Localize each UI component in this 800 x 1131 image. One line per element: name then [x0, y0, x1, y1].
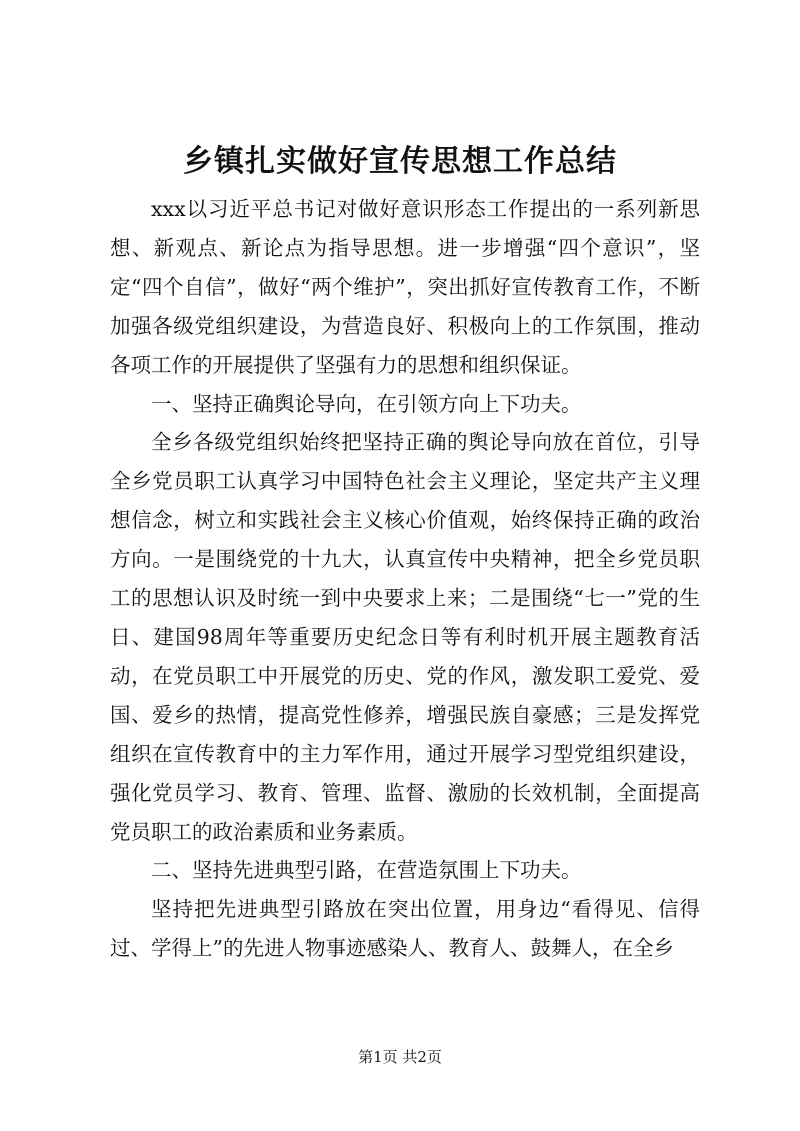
section-heading-2: 二、坚持先进典型引路，在营造氛围上下功夫。: [151, 858, 582, 883]
document-title: 乡镇扎实做好宣传思想工作总结: [183, 144, 617, 179]
paragraph-intro: xxx以习近平总书记对做好意识形态工作提出的一系列新思想、新观点、新论点为指导思想。进一步增强“四个意识”，坚定“四个自信”，做好“两个维护”，突出抓好宣传教育工作，不断加强各级党组织建设，为营造良好、积极向上的工作氛围，推动各项工作的开展提供了坚强有力的思想和组织保证。: [110, 197, 700, 377]
document-body: [110, 190, 700, 968]
page-footer: 第1页 共2页: [358, 1048, 442, 1066]
paragraph-section-2: 坚持把先进典型引路放在突出位置，用身边“看得见、信得过、学得上”的先进人物事迹感染人、教育人、鼓舞人，在全乡: [110, 897, 700, 961]
paragraph-section-1: 全乡各级党组织始终把坚持正确的舆论导向放在首位，引导全乡党员职工认真学习中国特色社会主义理论，坚定共产主义理想信念，树立和实践社会主义核心价值观，始终保持正确的政治方向。一是围绕党的十九大，认真宣传中央精神，把全乡党员职工的思想认识及时统一到中央要求上来；二是围绕“七一”党的生日、建国98周年等重要历史纪念日等有利时机开展主题教育活动，在党员职工中开展党的历史、党的作风，激发职工爱党、爱国、爱乡的热情，提高党性修养，增强民族自豪感；三是发挥党组织在宣传教育中的主力军作用，通过开展学习型党组织建设，强化党员学习、教育、管理、监督、激励的长效机制，全面提高党员职工的政治素质和业务素质。: [110, 430, 700, 844]
section-heading-1: 一、坚持正确舆论导向，在引领方向上下功夫。: [151, 391, 582, 416]
